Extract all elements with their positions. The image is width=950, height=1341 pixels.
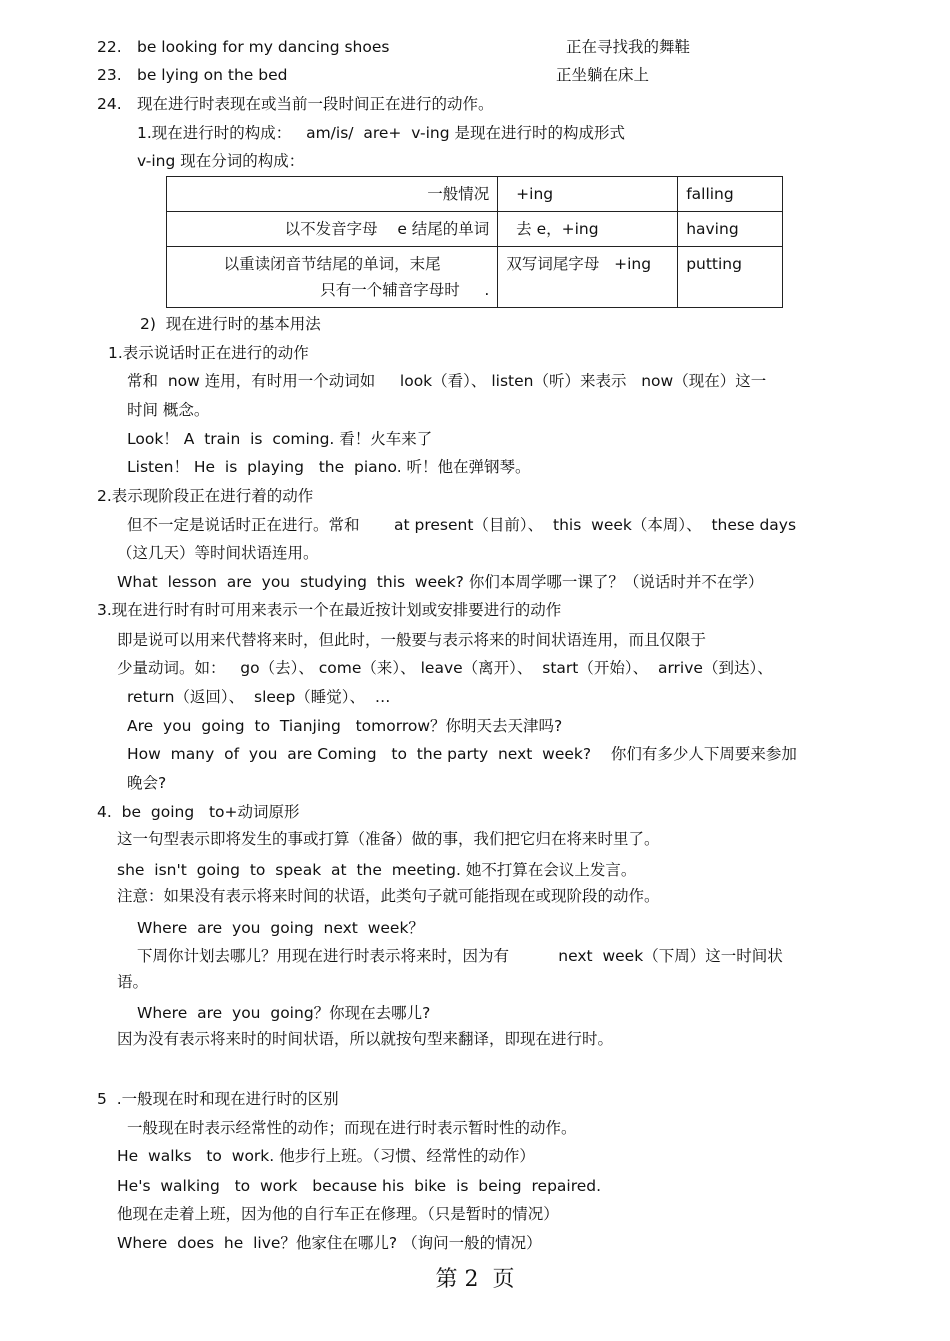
usage-4-text: 这一句型表示即将发生的事或打算（准备）做的事，我们把它归在将来时里了。 <box>117 830 660 848</box>
table-cell: 一般情况 <box>167 177 498 212</box>
example-sentence: What lesson are you studying this week? 你们本周学哪一课了？（说话时并不在学） <box>117 573 764 591</box>
note-text: 注意：如果没有表示将来时间的状语，此类句子就可能指现在或现阶段的动作。 <box>117 887 660 905</box>
cell-line: 以重读闭音节结尾的单词，末尾 <box>223 255 441 273</box>
ving-formation-table <box>166 176 783 308</box>
table-cell: 以不发音字母 e 结尾的单词 <box>167 212 498 247</box>
example-sentence: Where are you going next week？ <box>137 919 424 937</box>
usage-3-text: 少量动词。如： go（去）、 come（来）、 leave（离开）、 start（开始）、 arrive（到达）、 <box>117 659 773 677</box>
page-number: 第 2 页 <box>435 1267 515 1292</box>
usage-4-title: 4. be going to+动词原形 <box>97 803 300 821</box>
example-sentence: Look！ A train is coming. 看！火车来了 <box>127 430 433 448</box>
example-sentence: He's walking to work because his bike is being repaired. <box>117 1177 602 1195</box>
example-sentence: she isn't going to speak at the meeting. 她不打算在会议上发言。 <box>117 861 637 879</box>
example-sentence: 他现在走着上班，因为他的自行车正在修理。（只是暂时的情况） <box>117 1205 559 1223</box>
english-phrase: be looking for my dancing shoes <box>137 38 390 56</box>
table-row <box>167 212 783 247</box>
usage-5-text: 一般现在时表示经常性的动作；而现在进行时表示暂时性的动作。 <box>127 1119 577 1137</box>
table-cell: 双写词尾字母 +ing <box>498 247 678 308</box>
example-sentence: He walks to work. 他步行上班。（习惯、经常性的动作） <box>117 1147 535 1165</box>
section-heading: 现在进行时表现在或当前一段时间正在进行的动作。 <box>137 95 494 113</box>
table-row <box>167 177 783 212</box>
usage-5-title: 5 .一般现在时和现在进行时的区别 <box>97 1090 339 1108</box>
chinese-translation: 正在寻找我的舞鞋 <box>566 38 691 56</box>
item-number: 24. <box>97 95 122 113</box>
table-cell: putting <box>678 247 783 308</box>
example-sentence: 晚会? <box>127 774 167 792</box>
usage-3-text: return（返回）、 sleep（睡觉）、 … <box>127 688 391 706</box>
explanation-text: 下周你计划去哪儿？用现在进行时表示将来时，因为有 next week（下周）这一时间状 <box>137 947 783 965</box>
example-sentence: Listen！ He is playing the piano. 听！他在弹钢琴。 <box>127 458 531 476</box>
item-number: 22. <box>97 38 122 56</box>
ving-heading: v-ing 现在分词的构成： <box>137 152 305 170</box>
usage-2-text: 但不一定是说话时正在进行。常和 at present（目前）、 this week（本周）、 these days <box>127 516 797 534</box>
english-phrase: be lying on the bed <box>137 66 288 84</box>
usage-2-title: 2.表示现阶段正在进行着的动作 <box>97 487 314 505</box>
explanation-text: 因为没有表示将来时的时间状语，所以就按句型来翻译，即现在进行时。 <box>117 1030 614 1048</box>
table-cell: having <box>678 212 783 247</box>
item-number: 23. <box>97 66 122 84</box>
usage-1-text: 常和 now 连用，有时用一个动词如 look（看）、 listen（听）来表示 now（现在）这一 <box>127 372 767 390</box>
table-cell: falling <box>678 177 783 212</box>
usage-3-title: 3.现在进行时有时可用来表示一个在最近按计划或安排要进行的动作 <box>97 601 562 619</box>
example-sentence: How many of you are Coming to the party next week? 你们有多少人下周要来参加 <box>127 745 797 763</box>
usage-1-title: 1.表示说话时正在进行的动作 <box>108 344 309 362</box>
usage-3-text: 即是说可以用来代替将来时，但此时，一般要与表示将来的时间状语连用，而且仅限于 <box>117 631 707 649</box>
example-sentence: Where does he live？他家住在哪儿? （询问一般的情况） <box>117 1234 542 1252</box>
explanation-text: 语。 <box>117 973 149 991</box>
usage-1-text: 时间 概念。 <box>127 401 210 419</box>
chinese-translation: 正坐躺在床上 <box>556 66 650 84</box>
usage-2-text: （这几天）等时间状语连用。 <box>117 544 319 562</box>
table-cell: +ing <box>498 177 678 212</box>
example-sentence: Where are you going？你现在去哪儿? <box>137 1004 431 1022</box>
structure-line: 1.现在进行时的构成： am/is/ are+ v-ing 是现在进行时的构成形式 <box>137 124 626 142</box>
table-row <box>167 247 783 308</box>
table-cell: 去 e，+ing <box>498 212 678 247</box>
cell-line: 只有一个辅音字母时 . <box>320 281 490 299</box>
usage-heading: 2) 现在进行时的基本用法 <box>140 315 321 333</box>
example-sentence: Are you going to Tianjing tomorrow？你明天去天津吗? <box>127 717 563 735</box>
table-cell <box>167 247 498 308</box>
